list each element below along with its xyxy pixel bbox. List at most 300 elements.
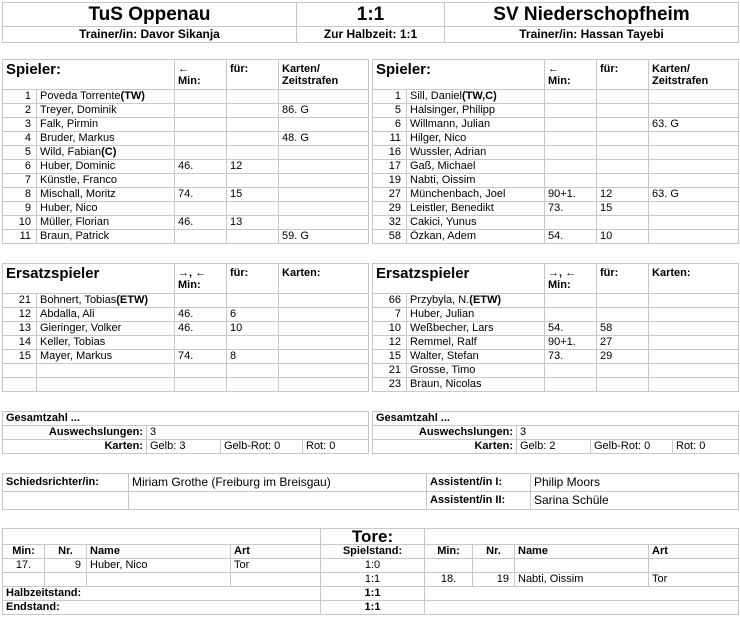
player-card — [279, 308, 369, 322]
player-row — [373, 350, 739, 364]
player-row — [373, 118, 739, 132]
away-substitutes — [372, 263, 739, 392]
player-sub-for — [597, 364, 649, 378]
away-goal-type — [649, 559, 739, 573]
goal-name-header: Name — [87, 545, 231, 559]
player-row — [3, 90, 369, 104]
player-sub-for — [227, 336, 279, 350]
player-number: 6 — [373, 118, 407, 132]
player-sub-for — [597, 174, 649, 188]
player-sub-minute: 74. — [175, 350, 227, 364]
player-name: Huber, Nico — [37, 202, 175, 216]
player-name: Huber, Julian — [407, 308, 545, 322]
away-goal-type: Tor — [649, 573, 739, 587]
player-row — [3, 160, 369, 174]
player-row — [373, 160, 739, 174]
player-name: Walter, Stefan — [407, 350, 545, 364]
player-row — [373, 202, 739, 216]
player-sub-minute — [175, 230, 227, 244]
away-lineup — [372, 59, 739, 244]
home-goal-type — [231, 573, 321, 587]
min-header: ← Min: — [175, 60, 227, 90]
home-goal-number: 9 — [45, 559, 87, 573]
goals-section — [2, 528, 739, 615]
goal-min-header: Min: — [425, 545, 473, 559]
player-sub-minute — [175, 118, 227, 132]
player-number: 5 — [373, 104, 407, 118]
home-goal-type: Tor — [231, 559, 321, 573]
home-substitutes — [2, 263, 369, 392]
red-count: Rot: 0 — [673, 440, 739, 454]
goal-no-header: Nr. — [473, 545, 515, 559]
goal-row — [3, 573, 739, 587]
player-number: 5 — [3, 146, 37, 160]
player-row — [373, 174, 739, 188]
player-name: Bruder, Markus — [37, 132, 175, 146]
player-sub-for: 10 — [227, 322, 279, 336]
player-number: 58 — [373, 230, 407, 244]
player-sub-minute — [545, 294, 597, 308]
goal-score-header: Spielstand: — [321, 545, 425, 559]
home-goal-scorer: Huber, Nico — [87, 559, 231, 573]
player-sub-minute — [545, 118, 597, 132]
player-card — [649, 322, 739, 336]
goal-name-header: Name — [515, 545, 649, 559]
player-card — [649, 132, 739, 146]
halftime-score: Zur Halbzeit: 1:1 — [297, 27, 445, 43]
player-sub-for — [227, 294, 279, 308]
player-number: 4 — [3, 132, 37, 146]
cards-header: Karten/ Zeitstrafen — [279, 60, 369, 90]
player-name: Özkan, Adem — [407, 230, 545, 244]
player-sub-for: 10 — [597, 230, 649, 244]
player-sub-for: 6 — [227, 308, 279, 322]
player-number: 12 — [3, 308, 37, 322]
player-row — [3, 378, 369, 392]
player-row — [373, 132, 739, 146]
player-sub-for — [227, 104, 279, 118]
player-role-tag: (C) — [101, 146, 117, 158]
referee-label: Schiedsrichter/in: — [3, 474, 129, 492]
player-number: 13 — [3, 322, 37, 336]
away-goal-minute: 18. — [425, 573, 473, 587]
goal-row — [3, 559, 739, 573]
player-sub-for — [227, 146, 279, 160]
player-sub-for: 15 — [227, 188, 279, 202]
player-card — [649, 308, 739, 322]
player-number: 32 — [373, 216, 407, 230]
player-row — [3, 322, 369, 336]
player-row — [3, 202, 369, 216]
player-sub-for — [597, 294, 649, 308]
player-name: Willmann, Julian — [407, 118, 545, 132]
assistant2-name: Sarina Schüle — [531, 492, 739, 510]
min-header: →, ← Min: — [545, 264, 597, 294]
player-name: Braun, Nicolas — [407, 378, 545, 392]
away-goal-number: 19 — [473, 573, 515, 587]
player-name: Künstle, Franco — [37, 174, 175, 188]
player-card — [279, 90, 369, 104]
home-goal-minute: 17. — [3, 559, 45, 573]
player-row — [373, 322, 739, 336]
player-number: 19 — [373, 174, 407, 188]
player-number: 7 — [373, 308, 407, 322]
red-count: Rot: 0 — [303, 440, 369, 454]
yellow-red-count: Gelb-Rot: 0 — [591, 440, 673, 454]
player-sub-minute: 74. — [175, 188, 227, 202]
player-row — [3, 364, 369, 378]
player-sub-for — [597, 132, 649, 146]
player-sub-minute — [545, 90, 597, 104]
player-name: Przybyla, N.(ETW) — [407, 294, 545, 308]
subs-header: Ersatzspieler — [373, 264, 545, 294]
player-name: Mayer, Markus — [37, 350, 175, 364]
player-row — [3, 104, 369, 118]
player-card — [279, 202, 369, 216]
player-card — [279, 322, 369, 336]
player-name: Halsinger, Philipp — [407, 104, 545, 118]
player-row — [373, 216, 739, 230]
min-header: ← Min: — [545, 60, 597, 90]
goal-no-header: Nr. — [45, 545, 87, 559]
away-goal-number — [473, 559, 515, 573]
player-row — [373, 90, 739, 104]
player-role-tag: (ETW) — [116, 294, 149, 306]
player-number: 66 — [373, 294, 407, 308]
player-card — [279, 294, 369, 308]
player-card: 48. G — [279, 132, 369, 146]
player-name: Nabti, Oissim — [407, 174, 545, 188]
player-sub-minute: 46. — [175, 322, 227, 336]
cards-header: Karten: — [649, 264, 739, 294]
player-card — [649, 104, 739, 118]
player-sub-minute: 54. — [545, 230, 597, 244]
player-sub-for — [597, 104, 649, 118]
player-sub-minute: 90+1. — [545, 188, 597, 202]
for-header: für: — [597, 264, 649, 294]
player-card — [279, 146, 369, 160]
player-row — [3, 188, 369, 202]
player-card — [649, 378, 739, 392]
player-sub-for: 12 — [597, 188, 649, 202]
player-card — [649, 174, 739, 188]
match-header — [2, 2, 739, 43]
assistant2-label: Assistent/in II: — [427, 492, 531, 510]
player-card — [279, 160, 369, 174]
goal-min-header: Min: — [3, 545, 45, 559]
player-sub-minute — [175, 202, 227, 216]
player-sub-for — [227, 230, 279, 244]
player-sub-for — [227, 90, 279, 104]
player-card — [279, 118, 369, 132]
home-lineup — [2, 59, 369, 244]
player-sub-minute — [545, 174, 597, 188]
player-card — [279, 174, 369, 188]
player-name: Huber, Dominic — [37, 160, 175, 174]
player-card — [279, 350, 369, 364]
player-number: 15 — [3, 350, 37, 364]
goal-score: 1:1 — [321, 573, 425, 587]
min-header: →, ← Min: — [175, 264, 227, 294]
player-name: Treyer, Dominik — [37, 104, 175, 118]
player-row — [373, 378, 739, 392]
player-sub-for: 29 — [597, 350, 649, 364]
player-name: Münchenbach, Joel — [407, 188, 545, 202]
goal-type-header: Art — [231, 545, 321, 559]
player-sub-minute: 46. — [175, 216, 227, 230]
player-card — [649, 202, 739, 216]
away-coach: Trainer/in: Hassan Tayebi — [445, 27, 739, 43]
player-sub-for: 8 — [227, 350, 279, 364]
halftime-label: Halbzeitstand: — [3, 587, 321, 601]
away-goal-minute — [425, 559, 473, 573]
player-card — [649, 364, 739, 378]
player-number: 11 — [3, 230, 37, 244]
player-row — [373, 364, 739, 378]
player-row — [373, 336, 739, 350]
player-sub-minute — [175, 364, 227, 378]
player-sub-for — [597, 118, 649, 132]
player-number: 17 — [373, 160, 407, 174]
player-sub-minute — [175, 104, 227, 118]
player-number: 1 — [3, 90, 37, 104]
player-name: Wild, Fabian(C) — [37, 146, 175, 160]
subs-count: 3 — [147, 426, 369, 440]
player-sub-for — [227, 378, 279, 392]
for-header: für: — [597, 60, 649, 90]
player-sub-for — [227, 202, 279, 216]
player-sub-for — [597, 90, 649, 104]
subs-count-label: Auswechslungen: — [3, 426, 147, 440]
player-sub-minute — [175, 132, 227, 146]
home-goal-minute — [3, 573, 45, 587]
player-name: Weßbecher, Lars — [407, 322, 545, 336]
player-header: Spieler: — [3, 60, 175, 90]
player-number: 8 — [3, 188, 37, 202]
player-number: 6 — [3, 160, 37, 174]
player-name: Keller, Tobias — [37, 336, 175, 350]
player-name: Gaß, Michael — [407, 160, 545, 174]
player-number: 14 — [3, 336, 37, 350]
player-number: 10 — [3, 216, 37, 230]
player-role-tag: (ETW) — [469, 294, 502, 306]
goal-score: 1:0 — [321, 559, 425, 573]
player-row — [3, 350, 369, 364]
home-totals — [2, 411, 369, 454]
away-goal-scorer: Nabti, Oissim — [515, 573, 649, 587]
player-sub-minute: 54. — [545, 322, 597, 336]
player-row — [3, 216, 369, 230]
final-score: 1:1 — [297, 3, 445, 27]
goal-type-header: Art — [649, 545, 739, 559]
away-totals — [372, 411, 739, 454]
player-sub-minute — [175, 336, 227, 350]
player-number: 3 — [3, 118, 37, 132]
halftime-result: 1:1 — [321, 587, 425, 601]
player-number: 2 — [3, 104, 37, 118]
referee-name: Miriam Grothe (Freiburg im Breisgau) — [129, 474, 427, 492]
player-card — [649, 350, 739, 364]
player-card — [279, 188, 369, 202]
player-sub-for: 13 — [227, 216, 279, 230]
final-label: Endstand: — [3, 601, 321, 615]
final-result: 1:1 — [321, 601, 425, 615]
player-row — [3, 146, 369, 160]
player-name — [37, 364, 175, 378]
player-name: Grosse, Timo — [407, 364, 545, 378]
player-row — [373, 146, 739, 160]
player-name: Müller, Florian — [37, 216, 175, 230]
cards-header: Karten/ Zeitstrafen — [649, 60, 739, 90]
player-sub-minute — [545, 378, 597, 392]
player-sub-for: 12 — [227, 160, 279, 174]
player-card — [279, 336, 369, 350]
cards-header: Karten: — [279, 264, 369, 294]
player-sub-for — [227, 118, 279, 132]
goals-title: Tore: — [321, 529, 425, 545]
player-number: 29 — [373, 202, 407, 216]
player-sub-for: 58 — [597, 322, 649, 336]
player-card — [649, 160, 739, 174]
player-number — [3, 364, 37, 378]
player-card — [279, 364, 369, 378]
player-row — [373, 294, 739, 308]
player-card: 63. G — [649, 118, 739, 132]
player-name: Remmel, Ralf — [407, 336, 545, 350]
yellow-count: Gelb: 2 — [517, 440, 591, 454]
player-name: Gieringer, Volker — [37, 322, 175, 336]
player-sub-minute: 90+1. — [545, 336, 597, 350]
player-card — [279, 378, 369, 392]
player-row — [3, 132, 369, 146]
player-sub-minute — [175, 90, 227, 104]
home-team-name: TuS Oppenau — [3, 3, 297, 27]
player-sub-minute — [175, 378, 227, 392]
player-card — [649, 336, 739, 350]
player-name: Falk, Pirmin — [37, 118, 175, 132]
away-goal-scorer — [515, 559, 649, 573]
player-sub-minute — [545, 132, 597, 146]
player-name: Abdalla, Ali — [37, 308, 175, 322]
cards-label: Karten: — [373, 440, 517, 454]
player-sub-for — [597, 378, 649, 392]
player-sub-for — [597, 308, 649, 322]
player-row — [3, 118, 369, 132]
totals-title: Gesamtzahl ... — [373, 412, 739, 426]
player-row — [3, 336, 369, 350]
player-sub-minute — [175, 294, 227, 308]
player-sub-for: 15 — [597, 202, 649, 216]
player-sub-minute: 46. — [175, 160, 227, 174]
player-number: 23 — [373, 378, 407, 392]
player-row — [373, 308, 739, 322]
player-sub-minute — [545, 308, 597, 322]
for-header: für: — [227, 264, 279, 294]
player-name: Poveda Torrente(TW) — [37, 90, 175, 104]
player-sub-minute — [545, 216, 597, 230]
yellow-red-count: Gelb-Rot: 0 — [221, 440, 303, 454]
player-name: Leistler, Benedikt — [407, 202, 545, 216]
subs-count-label: Auswechslungen: — [373, 426, 517, 440]
player-name: Bohnert, Tobias(ETW) — [37, 294, 175, 308]
player-number: 10 — [373, 322, 407, 336]
assistant1-name: Philip Moors — [531, 474, 739, 492]
player-sub-minute — [545, 160, 597, 174]
assistant1-label: Assistent/in I: — [427, 474, 531, 492]
player-card: 59. G — [279, 230, 369, 244]
player-sub-minute: 73. — [545, 202, 597, 216]
subs-count: 3 — [517, 426, 739, 440]
player-number: 12 — [373, 336, 407, 350]
player-card: 86. G — [279, 104, 369, 118]
player-card — [649, 216, 739, 230]
player-name: Hilger, Nico — [407, 132, 545, 146]
home-goal-scorer — [87, 573, 231, 587]
player-sub-for — [597, 216, 649, 230]
player-number: 1 — [373, 90, 407, 104]
player-name: Mischall, Moritz — [37, 188, 175, 202]
totals-title: Gesamtzahl ... — [3, 412, 369, 426]
player-sub-for: 27 — [597, 336, 649, 350]
player-role-tag: (TW) — [120, 90, 145, 102]
player-number: 11 — [373, 132, 407, 146]
player-number: 27 — [373, 188, 407, 202]
player-name — [37, 378, 175, 392]
player-card — [649, 230, 739, 244]
player-sub-minute: 73. — [545, 350, 597, 364]
player-row — [373, 188, 739, 202]
player-sub-for — [227, 174, 279, 188]
for-header: für: — [227, 60, 279, 90]
player-sub-for — [227, 364, 279, 378]
player-sub-minute: 46. — [175, 308, 227, 322]
player-row — [3, 230, 369, 244]
player-role-tag: (TW,C) — [461, 90, 497, 102]
player-number — [3, 378, 37, 392]
player-sub-minute — [175, 146, 227, 160]
player-row — [3, 294, 369, 308]
officials — [2, 473, 739, 510]
player-header: Spieler: — [373, 60, 545, 90]
home-goal-number — [45, 573, 87, 587]
player-card: 63. G — [649, 188, 739, 202]
player-number: 7 — [3, 174, 37, 188]
home-coach: Trainer/in: Davor Sikanja — [3, 27, 297, 43]
player-card — [649, 294, 739, 308]
player-number: 15 — [373, 350, 407, 364]
player-row — [373, 230, 739, 244]
player-name: Sill, Daniel(TW,C) — [407, 90, 545, 104]
player-sub-for — [597, 160, 649, 174]
player-number: 21 — [3, 294, 37, 308]
player-row — [3, 174, 369, 188]
cards-label: Karten: — [3, 440, 147, 454]
player-sub-minute — [545, 146, 597, 160]
yellow-count: Gelb: 3 — [147, 440, 221, 454]
player-row — [3, 308, 369, 322]
player-name: Wussler, Adrian — [407, 146, 545, 160]
player-sub-for — [227, 132, 279, 146]
subs-header: Ersatzspieler — [3, 264, 175, 294]
player-card — [279, 216, 369, 230]
player-card — [649, 146, 739, 160]
player-sub-minute — [545, 104, 597, 118]
player-number: 9 — [3, 202, 37, 216]
player-sub-for — [597, 146, 649, 160]
player-number: 16 — [373, 146, 407, 160]
player-card — [649, 90, 739, 104]
player-sub-minute — [175, 174, 227, 188]
